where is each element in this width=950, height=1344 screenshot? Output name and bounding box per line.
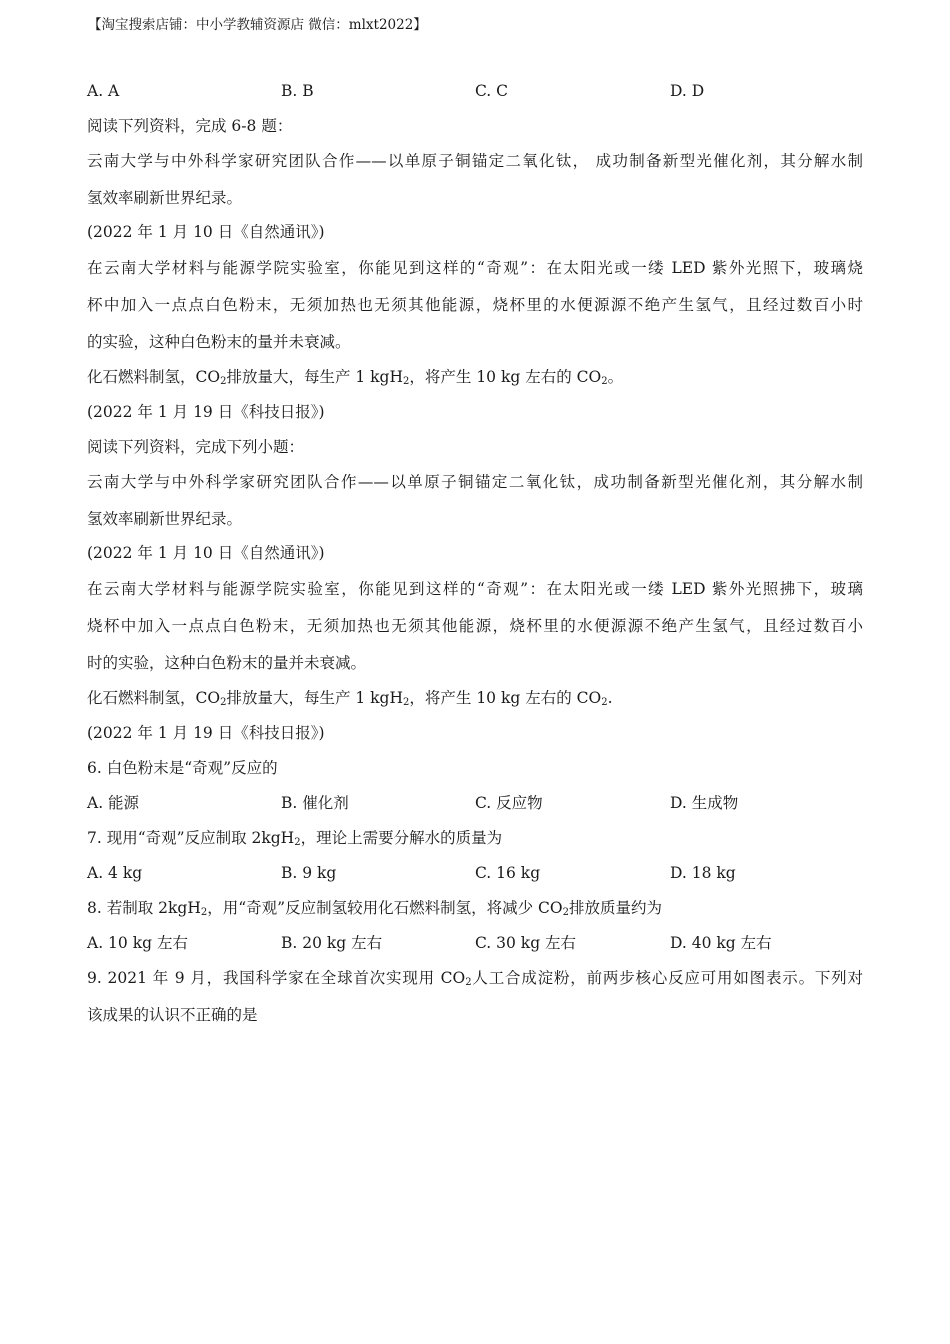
option-c[interactable]: C. 反应物 [475, 794, 543, 812]
option-b[interactable]: B. 20 kg 左右 [281, 934, 383, 952]
option-a[interactable]: A. A [87, 82, 120, 100]
option-d[interactable]: D. 40 kg 左右 [670, 934, 772, 952]
option-a[interactable]: A. 10 kg 左右 [87, 934, 188, 952]
reading-intro: 阅读下列资料，完成下列小题： [87, 438, 305, 456]
option-a[interactable]: A. 4 kg [87, 864, 143, 882]
passage-5-line-3: 时的实验，这种白色粉末的量并未衰减。 [87, 654, 367, 672]
reading-intro: 阅读下列资料，完成 6-8 题： [87, 117, 293, 135]
option-c[interactable]: C. C [475, 82, 509, 100]
option-d[interactable]: D. 18 kg [670, 864, 736, 882]
option-b[interactable]: B. 9 kg [281, 864, 337, 882]
passage-5-line-1: 在云南大学材料与能源学院实验室，你能见到这样的“奇观”：在太阳光或一缕 LED 紫外光照拂下，玻璃 [87, 580, 863, 598]
option-c[interactable]: C. 30 kg 左右 [475, 934, 577, 952]
option-d[interactable]: D. D [670, 82, 705, 100]
option-d[interactable]: D. 生成物 [670, 794, 739, 812]
question-6-stem: 6. 白色粉末是“奇观”反应的 [87, 759, 278, 777]
passage-2-line-1: 在云南大学材料与能源学院实验室，你能见到这样的“奇观”：在太阳光或一缕 LED 紫外光照下，玻璃烧 [87, 259, 863, 277]
source-citation: (2022 年 1 月 19 日《科技日报》) [87, 724, 325, 742]
question-9-stem-line-1: 9. 2021 年 9 月，我国科学家在全球首次实现用 $CO_2$人工合成淀粉，前两步核心反应可用如图表示。下列对 [87, 969, 863, 988]
option-a[interactable]: A. 能源 [87, 794, 140, 812]
question-7-stem: 7. 现用“奇观”反应制取 2kgH$_2$，理论上需要分解水的质量为 [87, 829, 503, 848]
source-citation: (2022 年 1 月 10 日《自然通讯》) [87, 223, 325, 241]
page-header: 【淘宝搜索店铺：中小学教辅资源店 微信：mlxt2022】 [88, 17, 427, 33]
option-b[interactable]: B. 催化剂 [281, 794, 349, 812]
passage-1-line-2: 氢效率刷新世界纪录。 [87, 189, 243, 207]
passage-1-line-1: 云南大学与中外科学家研究团队合作——以单原子铜锚定二氧化钛， 成功制备新型光催化剂，其分解水制 [87, 152, 863, 170]
source-citation: (2022 年 1 月 10 日《自然通讯》) [87, 544, 325, 562]
passage-4-line-1: 云南大学与中外科学家研究团队合作——以单原子铜锚定二氧化钛，成功制备新型光催化剂，其分解水制 [87, 473, 863, 491]
option-b[interactable]: B. B [281, 82, 314, 100]
question-9-stem-line-2: 该成果的认识不正确的是 [87, 1006, 258, 1024]
passage-2-line-3: 的实验，这种白色粉末的量并未衰减。 [87, 333, 351, 351]
passage-3: 化石燃料制氢，$CO_2$排放量大，每生产 1 kgH$_2$，将产生 10 kg 左右的 $CO_2$。 [87, 368, 624, 387]
question-8-stem: 8. 若制取 2kgH$_2$，用“奇观”反应制氢较用化石燃料制氢，将减少 $CO_2$排放质量约为 [87, 899, 662, 918]
passage-5-line-2: 烧杯中加入一点点白色粉末，无须加热也无须其他能源，烧杯里的水便源源不绝产生氢气，且经过数百小 [87, 617, 863, 635]
source-citation: (2022 年 1 月 19 日《科技日报》) [87, 403, 325, 421]
passage-6: 化石燃料制氢，$CO_2$排放量大，每生产 1 kgH$_2$，将产生 10 kg 左右的 $CO_2$. [87, 689, 613, 708]
passage-2-line-2: 杯中加入一点点白色粉末，无须加热也无须其他能源，烧杯里的水便源源不绝产生氢气，且经过数百小时 [87, 296, 863, 314]
passage-4-line-2: 氢效率刷新世界纪录。 [87, 510, 243, 528]
option-c[interactable]: C. 16 kg [475, 864, 541, 882]
